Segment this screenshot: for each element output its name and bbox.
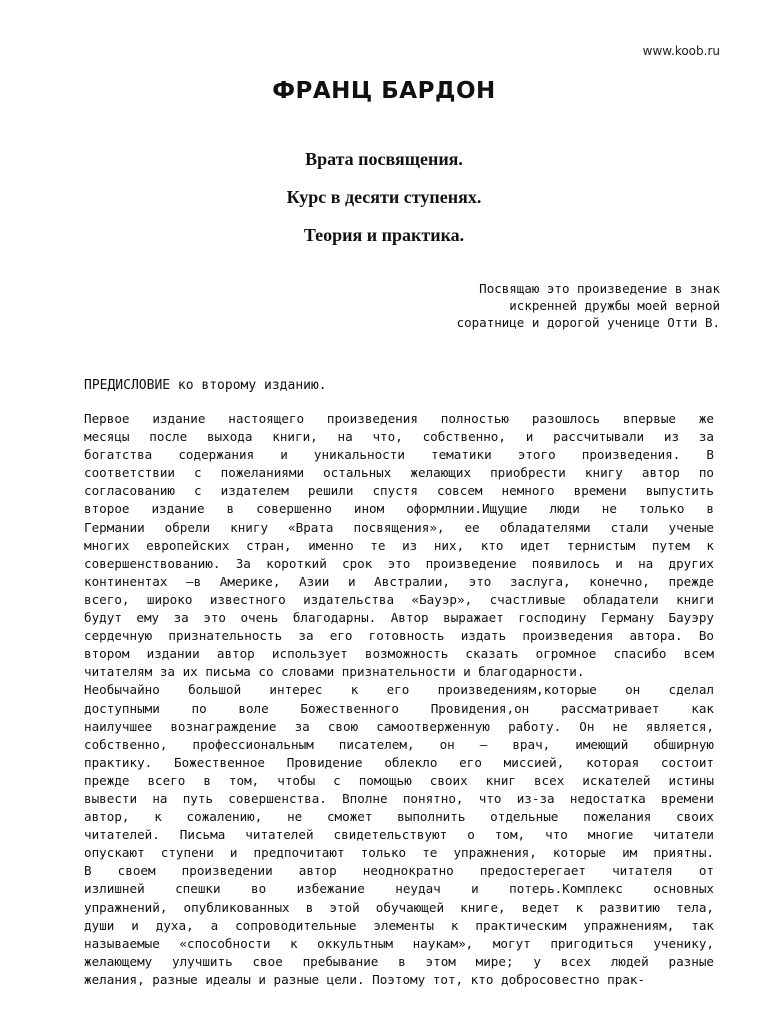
body-line: читателей. Письма читателей свидетельствуют о том, что многие читатели: [84, 827, 714, 843]
body-line: упражнений, опубликованных в этой обучающей книге, ведет к развитию тела,: [84, 899, 714, 915]
body-line: Германии обрели книгу «Врата посвящения», ее обладателями стали ученые: [84, 519, 714, 535]
author-title: ФРАНЦ БАРДОН: [272, 78, 496, 104]
body-line: опускают ступени и предпочитают только те упражнения, которые им приятны.: [84, 845, 714, 861]
body-line: согласованию с издателем решили спустя совсем немного времени выпустить: [84, 483, 714, 499]
body-line: автор, к сожалению, не сможет выполнить отдельные пожелания своих: [84, 809, 714, 825]
body-line: богатства содержания и уникальности тематики этого произведения. В: [84, 447, 714, 463]
preface-body: [84, 410, 714, 989]
dedication: [380, 280, 720, 331]
body-line: желания, разные идеалы и разные цели. Поэтому тот, кто добросовестно прак-: [84, 971, 646, 987]
body-line: континентах —в Америке, Азии и Австралии, это заслуга, конечно, прежде: [84, 573, 714, 589]
body-line: будут ему за это очень благодарны. Автор выражает господину Герману Бауэру: [84, 610, 714, 626]
body-line: наилучшее вознаграждение за свою самоотверженную работу. Он не является,: [84, 718, 714, 734]
body-line: совершенствованию. За короткий срок это произведение появилось и на других: [84, 555, 714, 571]
body-line: излишней спешки во избежание неудач и потерь.Комплекс основных: [84, 881, 714, 897]
body-line: вывести на путь совершенства. Вполне понятно, что из-за недостатка времени: [84, 790, 714, 806]
subtitle-line: Теория и практика.: [303, 225, 465, 245]
book-subtitles: [0, 148, 768, 262]
body-line: месяцы после выхода книги, на что, собственно, и рассчитывали из за: [84, 429, 714, 445]
body-line: практику. Божественное Провидение облекло его миссией, которая состоит: [84, 754, 714, 770]
body-line: желающему улучшить свое пребывание в этом мире; у всех людей разные: [84, 953, 714, 969]
subtitle-line: Курс в десяти ступенях.: [286, 187, 482, 207]
body-line: собственно, профессиональным писателем, он — врач, имеющий обширную: [84, 736, 714, 752]
dedication-line: искренней дружбы моей верной: [509, 298, 720, 313]
body-line: соответствии с пожеланиями остальных желающих приобрести книгу автор по: [84, 465, 714, 481]
body-line: втором издании автор использует возможность сказать огромное спасибо всем: [84, 646, 714, 662]
site-url[interactable]: www.koob.ru: [642, 44, 720, 58]
body-line: многих европейских стран, именно те из них, кто идет тернистым путем к: [84, 537, 714, 553]
body-line: души и духа, а сопроводительные элементы к практическим упражнениям, так: [84, 917, 714, 933]
body-line: называемые «способности к оккультным наукам», могут пригодиться ученику,: [84, 935, 714, 951]
body-line: Первое издание настоящего произведения полностью разошлось впервые же: [84, 411, 714, 426]
dedication-line: Посвящаю это произведение в знак: [479, 281, 720, 296]
body-line: всего, широко известного издательства «Бауэр», счастливые обладатели книги: [84, 591, 714, 607]
body-line: второе издание в совершенно ином оформлнии.Ищущие люди не только в: [84, 501, 714, 517]
body-line: доступными по воле Божественного Провидения,он рассматривает как: [84, 700, 714, 716]
body-line: прежде всего в том, чтобы с помощью своих книг всех искателей истины: [84, 772, 714, 788]
body-line: В своем произведении автор неоднократно предостерегает читателя от: [84, 863, 714, 879]
subtitle-line: Врата посвящения.: [305, 149, 463, 169]
body-line: сердечную признательность за его готовность издать произведения автора. Во: [84, 628, 714, 644]
dedication-line: соратнице и дорогой ученице Отти В.: [456, 315, 720, 330]
body-line: читателям за их письма со словами признательности и благодарности.: [84, 664, 585, 680]
preface-heading: ПРЕДИСЛОВИЕ ко второму изданию.: [84, 378, 327, 393]
body-line: Необычайно большой интерес к его произведениям,которые он сделал: [84, 682, 714, 698]
